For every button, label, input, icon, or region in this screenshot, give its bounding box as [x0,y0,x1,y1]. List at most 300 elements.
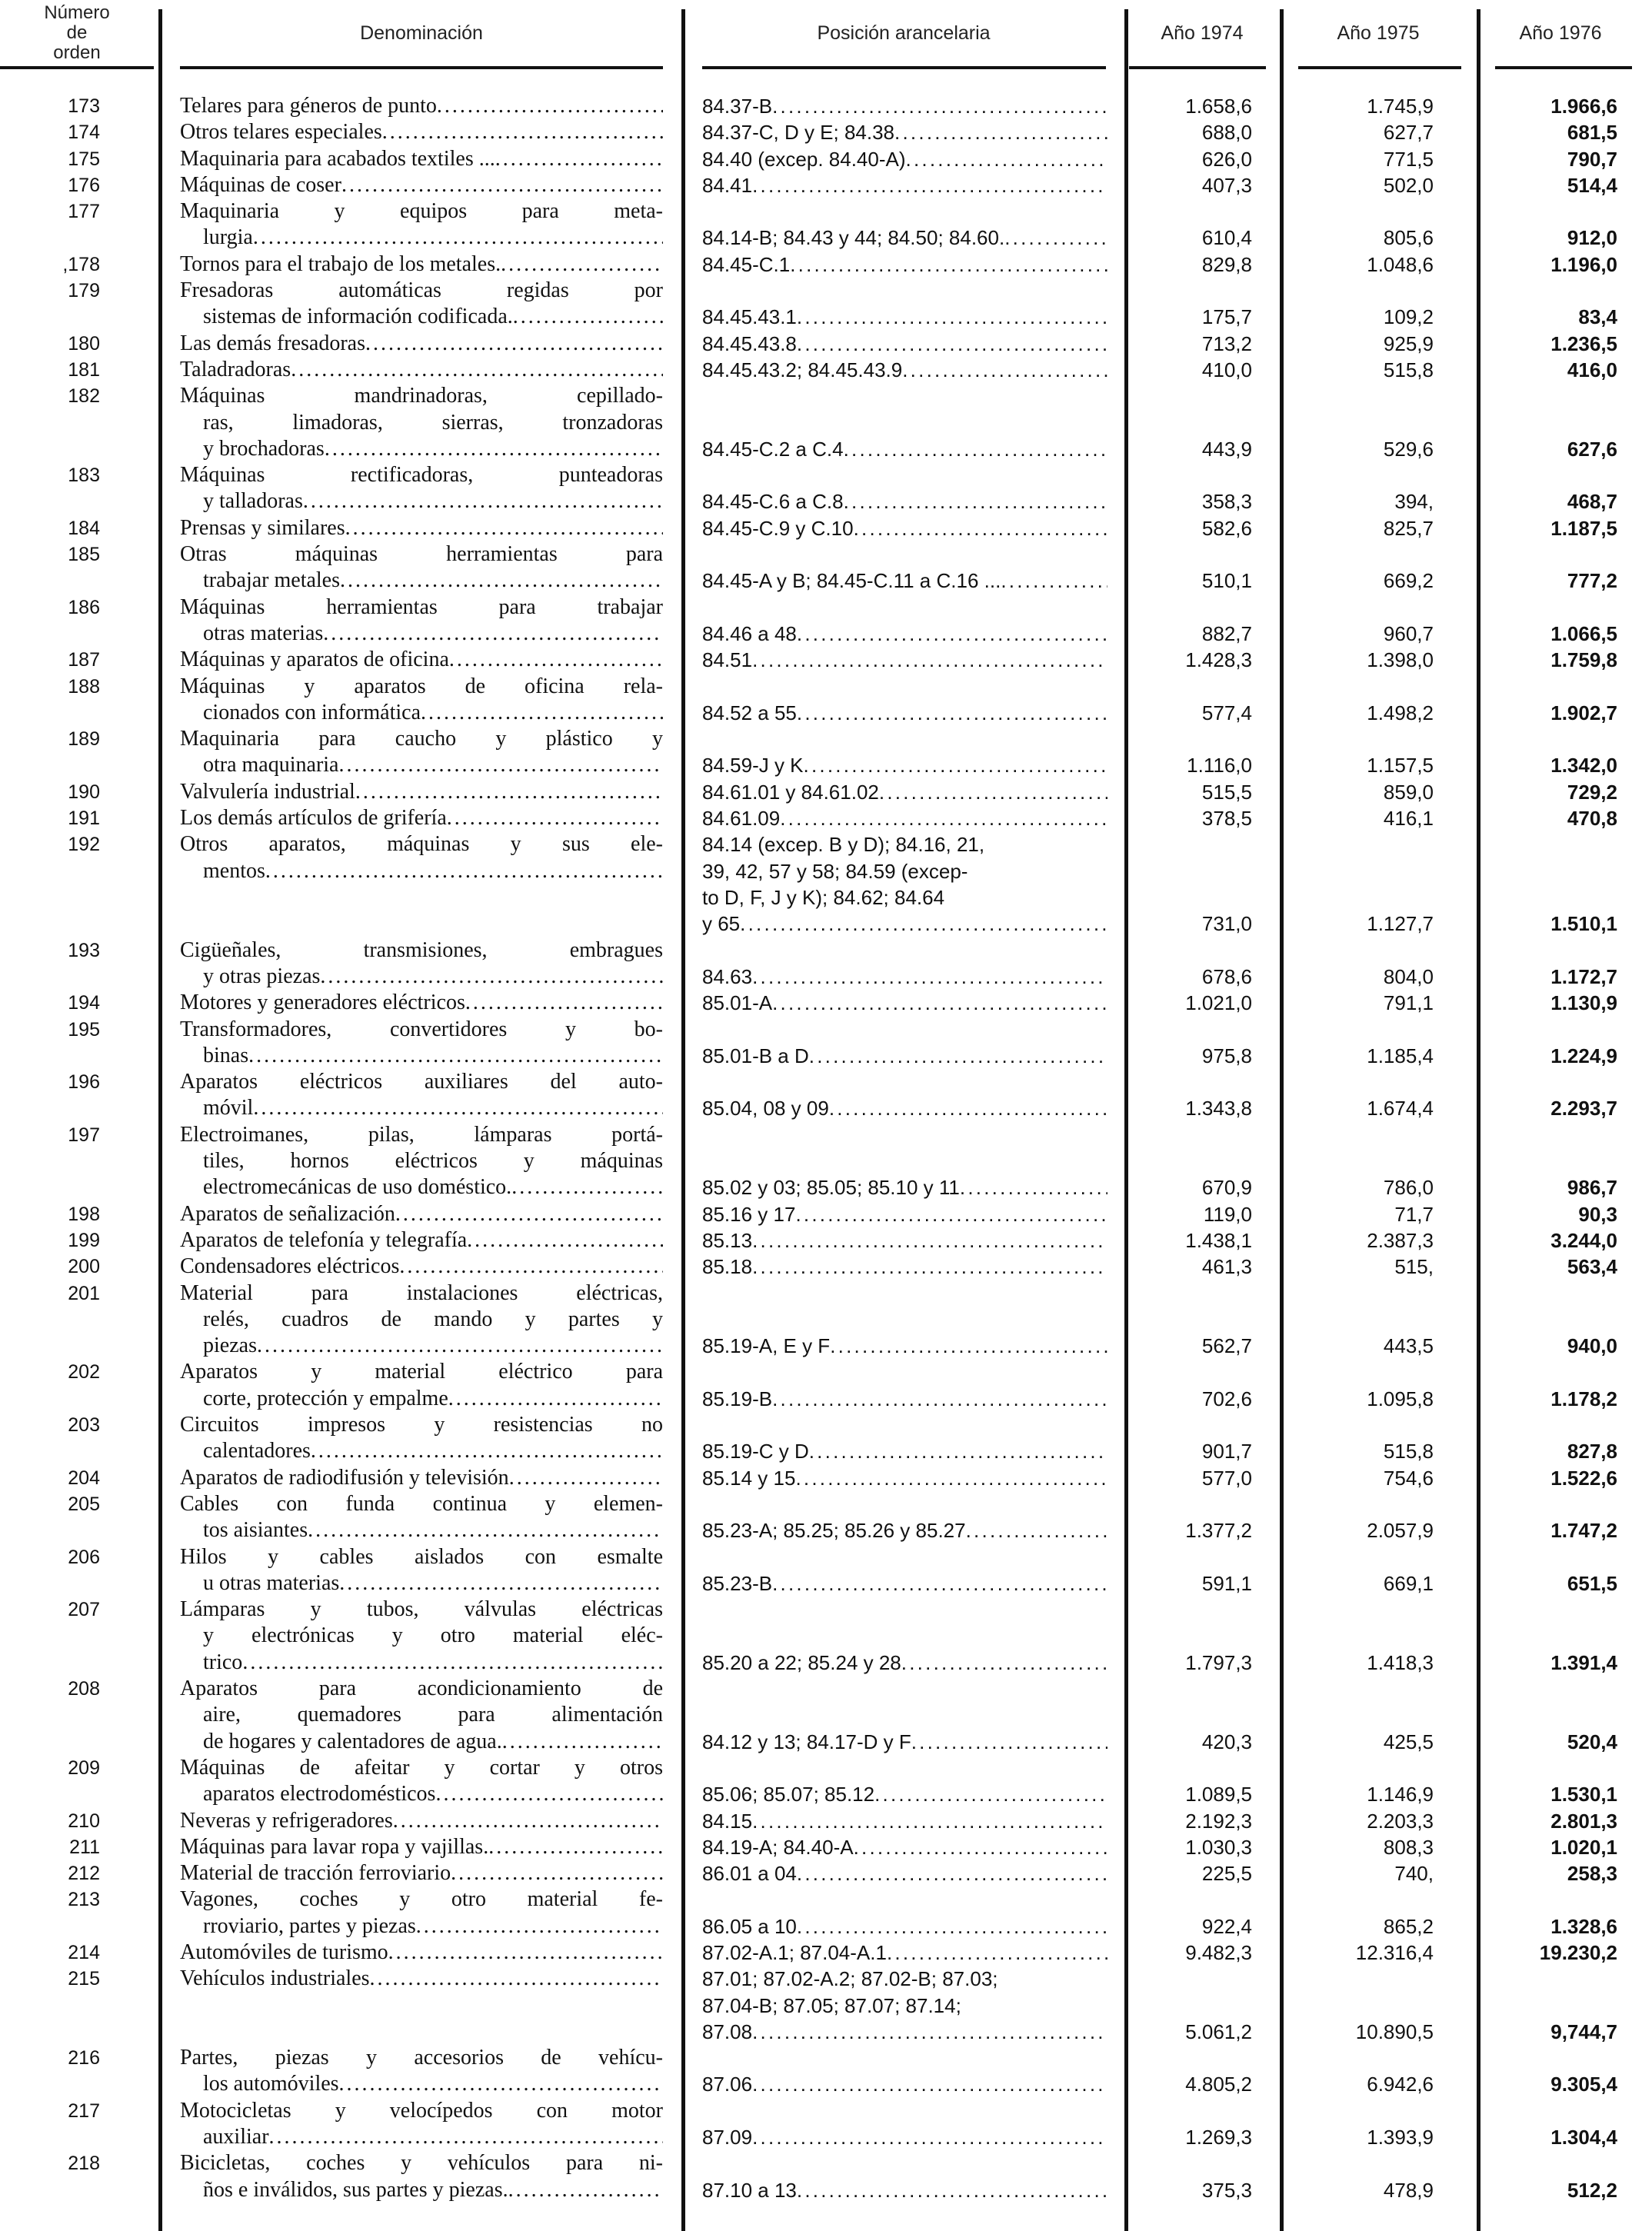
table-row [0,2150,1652,2203]
row-number: 201 [68,1282,100,1304]
denominacion-text: los automóviles [203,2072,339,2096]
denominacion-line [180,2124,663,2150]
value-1976: 651,5 [1567,1571,1617,1595]
row-posicion-arancelaria [702,2071,1107,2097]
denominacion-line [180,621,663,647]
denominacion-line [180,1254,663,1280]
dot-leader [311,1438,663,1464]
row-denominacion [180,541,663,594]
row-number: 185 [68,544,100,566]
row-posicion-arancelaria [702,779,1107,805]
denominacion-text: Aparatos de telefonía y telegrafía [180,1227,468,1252]
denominacion-line [180,1517,663,1543]
denominacion-line [180,1570,663,1597]
row-number: 183 [68,465,100,487]
denominacion-line: Electroimanes, pilas, lámparas portá- [180,1122,663,1147]
posicion-text: 85.19-C y D [702,1440,809,1463]
row-number: 203 [68,1414,100,1436]
denominacion-text: piezas [203,1334,257,1358]
dot-leader [830,1333,1107,1359]
table-row [0,1808,1652,1834]
row-posicion-arancelaria [702,1834,1107,1860]
row-posicion-arancelaria [702,1095,1107,1121]
value-1974: 510,1 [1201,569,1252,593]
row-denominacion [180,2150,663,2203]
row-denominacion [180,357,663,383]
value-1974: 713,2 [1201,331,1252,355]
denominacion-text: lurgia [203,225,253,250]
row-number: 195 [68,1018,100,1041]
dot-leader [780,805,1107,831]
row-posicion-arancelaria [702,1729,1107,1755]
value-1976: 1.902,7 [1550,701,1617,724]
dot-leader [752,2071,1107,2097]
posicion-text: 84.37-C, D y E; 84.38 [702,121,895,145]
value-1975: 960,7 [1383,621,1434,645]
posicion-line [702,1834,1107,1860]
denominacion-line [180,1438,663,1464]
table-row [0,462,1652,515]
denominacion-line [180,1781,663,1807]
row-denominacion [180,779,663,805]
value-1976: 912,0 [1567,226,1617,250]
denominacion-line [180,2177,663,2203]
posicion-text: 85.19-A, E y F [702,1334,831,1358]
denominacion-line: Cigüeñales, transmisiones, embragues [180,937,663,962]
row-denominacion [180,1017,663,1070]
posicion-text: 86.05 a 10 [702,1914,797,1938]
table-row [0,1676,1652,1755]
denominacion-text: de hogares y calentadores de agua. [203,1729,502,1753]
posicion-text: 84.40 (excep. 84.40-A) [702,147,906,171]
posicion-line [702,1860,1107,1886]
row-posicion-arancelaria [702,146,1107,172]
posicion-line [702,1043,1107,1069]
dot-leader [338,752,663,778]
denominacion-line [180,331,663,357]
value-1974: 5.061,2 [1185,2020,1252,2043]
posicion-line [702,1438,1107,1464]
denominacion-text: Vehículos industriales [180,1966,370,1991]
value-1975: 1.127,7 [1367,912,1434,936]
value-1975: 71,7 [1394,1202,1434,1226]
table-row [0,647,1652,673]
row-number: 212 [68,1863,100,1885]
row-number: 174 [68,122,100,144]
denominacion-text: mentos [203,858,265,883]
posicion-line [702,805,1107,831]
value-1976: 1.066,5 [1550,621,1617,645]
denominacion-line: tiles, hornos eléctricos y máquinas [203,1148,663,1173]
value-1976: 1.236,5 [1550,331,1617,355]
posicion-text: 84.59-J y K [702,754,804,778]
denominacion-line [180,964,663,990]
dot-leader [467,1227,663,1254]
value-1974: 882,7 [1201,621,1252,645]
row-posicion-arancelaria [702,1254,1107,1280]
posicion-text: 87.09 [702,2126,753,2149]
row-denominacion [180,1860,663,1886]
denominacion-line: Circuitos impresos y resistencias no [180,1413,663,1437]
value-1974: 591,1 [1201,1571,1252,1595]
posicion-text: 84.46 a 48 [702,621,797,645]
header-num-line3: orden [53,42,101,63]
posicion-line: 87.01; 87.02-A.2; 87.02-B; 87.03; [702,1967,998,1991]
table-row [0,674,1652,727]
row-posicion-arancelaria [702,1465,1107,1491]
row-number: 202 [68,1361,100,1384]
denominacion-line: Partes, piezas y accesorios de vehícu- [180,2046,663,2070]
value-1975: 1.745,9 [1367,95,1434,118]
value-1974: 375,3 [1201,2178,1252,2202]
dot-leader [253,1095,663,1121]
posicion-text: 85.20 a 22; 85.24 y 28 [702,1650,901,1674]
posicion-line [702,1386,1107,1412]
value-1975: 1.048,6 [1367,252,1434,276]
table-row [0,1755,1652,1808]
value-1975: 478,9 [1383,2178,1434,2202]
row-posicion-arancelaria [702,700,1107,726]
dot-leader [501,251,663,278]
denominacion-text: tos aisiantes [203,1518,308,1543]
dot-leader [874,1781,1107,1807]
value-1974: 1.269,3 [1185,2126,1252,2149]
row-denominacion [180,1597,663,1676]
row-posicion-arancelaria [702,304,1107,330]
denominacion-text: Máquinas para lavar ropa y vajillas. [180,1834,489,1859]
row-number: 196 [68,1071,100,1094]
dot-leader [752,647,1107,673]
value-1976: 2.801,3 [1550,1809,1617,1833]
posicion-text: 84.37-B [702,95,773,118]
posicion-line [702,146,1107,172]
dot-leader [447,805,663,831]
row-denominacion [180,1676,663,1755]
posicion-line: 39, 42, 57 y 58; 84.59 (excep- [702,859,968,883]
posicion-text: y 65 [702,912,741,936]
row-number: 176 [68,174,100,196]
value-1975: 805,6 [1383,226,1434,250]
value-1975: 2.203,3 [1367,1809,1434,1833]
value-1976: 627,6 [1567,437,1617,461]
denominacion-text: trico [203,1650,243,1674]
posicion-line [702,1201,1107,1227]
value-1975: 1.095,8 [1367,1387,1434,1410]
denominacion-line [180,1650,663,1676]
row-posicion-arancelaria [702,1043,1107,1069]
value-1974: 670,9 [1201,1176,1252,1200]
row-posicion-arancelaria [702,1860,1107,1886]
row-posicion-arancelaria [702,1201,1107,1227]
row-posicion-arancelaria [702,1227,1107,1254]
dot-leader [795,1201,1107,1227]
denominacion-line: Máquinas de afeitar y cortar y otros [180,1755,663,1780]
row-posicion-arancelaria [702,488,1107,514]
value-1975: 791,1 [1383,991,1434,1015]
value-1975: 1.418,3 [1367,1650,1434,1674]
denominacion-line [180,1729,663,1755]
denominacion-text: calentadores [203,1439,311,1463]
row-number: 210 [68,1810,100,1832]
row-number: 179 [68,280,100,302]
value-1974: 1.797,3 [1185,1650,1252,1674]
dot-leader [382,119,663,145]
denominacion-line [180,1043,663,1069]
value-1975: 669,1 [1383,1571,1434,1595]
denominacion-line [180,1174,663,1200]
dot-leader [752,1254,1107,1280]
row-number: 187 [68,649,100,671]
row-posicion-arancelaria [702,1650,1107,1676]
value-1974: 678,6 [1201,964,1252,988]
value-1975: 1.674,4 [1367,1097,1434,1120]
dot-leader [345,515,663,541]
denominacion-text: Los demás artículos de grifería [180,806,447,831]
table-row [0,515,1652,541]
value-1974: 582,6 [1201,516,1252,540]
posicion-text: 85.14 y 15 [702,1466,796,1490]
row-denominacion [180,1122,663,1201]
dot-leader [291,357,663,383]
value-1974: 626,0 [1201,147,1252,171]
dot-leader [393,1808,663,1834]
value-1976: 1.178,2 [1550,1387,1617,1410]
value-1976: 2.293,7 [1550,1097,1617,1120]
denominacion-line [180,568,663,594]
row-number: 198 [68,1203,100,1225]
posicion-line [702,357,1107,383]
value-1974: 702,6 [1201,1387,1252,1410]
value-1975: 754,6 [1383,1466,1434,1490]
table-row [0,146,1652,172]
value-1974: 420,3 [1201,1730,1252,1753]
posicion-line [702,488,1107,514]
value-1974: 461,3 [1201,1255,1252,1279]
posicion-line [702,964,1107,990]
value-1975: 2.057,9 [1367,1519,1434,1543]
row-denominacion [180,674,663,727]
row-denominacion [180,1834,663,1860]
denominacion-line [180,1913,663,1940]
dot-leader [513,304,663,330]
row-posicion-arancelaria [702,1438,1107,1464]
posicion-text: 84.19-A; 84.40-A [702,1835,854,1859]
posicion-line [702,647,1107,673]
row-posicion-arancelaria [702,1913,1107,1940]
row-denominacion [180,515,663,541]
denominacion-line: y electrónicas y otro material eléc- [203,1623,663,1648]
dot-leader [495,146,663,172]
dot-leader [508,2177,663,2203]
posicion-line [702,621,1107,647]
row-posicion-arancelaria [702,1940,1107,1966]
posicion-line [702,1913,1107,1940]
row-number: 207 [68,1599,100,1621]
value-1976: 1.759,8 [1550,648,1617,672]
dot-leader [339,1570,663,1597]
posicion-line [702,568,1107,594]
row-denominacion [180,331,663,357]
row-number: 173 [68,95,100,117]
table-row [0,937,1652,991]
posicion-text: 84.45-C.9 y C.10 [702,516,854,540]
posicion-line: 87.04-B; 87.05; 87.07; 87.14; [702,1993,961,2017]
posicion-text: 87.10 a 13 [702,2178,797,2202]
value-1975: 865,2 [1383,1914,1434,1938]
row-denominacion [180,1886,663,1940]
value-1974: 1.343,8 [1185,1097,1252,1120]
posicion-line [702,1808,1107,1834]
denominacion-text: Aparatos de señalización [180,1201,395,1226]
posicion-line [702,1781,1107,1807]
value-1976: 258,3 [1567,1862,1617,1886]
denominacion-line: Maquinaria y equipos para meta- [180,199,663,224]
row-denominacion [180,1069,663,1122]
dot-leader [399,1254,663,1280]
denominacion-line [180,1940,663,1966]
dot-leader [395,1201,663,1227]
table-row [0,1544,1652,1597]
row-denominacion [180,1201,663,1227]
posicion-text: 85.13 [702,1228,753,1252]
row-number: 217 [68,2099,100,2122]
denominacion-text: Las demás fresadoras [180,331,366,355]
value-1975: 669,2 [1383,569,1434,593]
posicion-text: 85.01-B a D [702,1044,809,1067]
denominacion-text: rroviario, partes y piezas [203,1913,416,1938]
denominacion-text: Taladradoras [180,358,291,381]
denominacion-line [180,1227,663,1254]
denominacion-text: ños e inválidos, sus partes y piezas. [203,2177,508,2202]
posicion-text: 85.04, 08 y 09 [702,1097,829,1120]
row-posicion-arancelaria [702,251,1107,278]
dot-leader [966,1517,1107,1543]
value-1976: 83,4 [1578,305,1617,329]
row-denominacion [180,1465,663,1491]
posicion-text: 85.23-A; 85.25; 85.26 y 85.27 [702,1519,966,1543]
denominacion-line [180,1808,663,1834]
denominacion-line: Máquinas herramientas para trabajar [180,594,663,619]
denominacion-line [180,146,663,172]
value-1976: 512,2 [1567,2178,1617,2202]
header-rule-1976 [1495,66,1632,69]
value-1974: 688,0 [1201,121,1252,145]
table-row [0,1940,1652,1966]
posicion-line [702,700,1107,726]
denominacion-text: binas [203,1043,249,1067]
table-row [0,2045,1652,2098]
value-1974: 175,7 [1201,305,1252,329]
value-1974: 1.658,6 [1185,95,1252,118]
denominacion-line [180,1966,663,1992]
denominacion-line: Fresadoras automáticas regidas por [180,278,663,303]
row-denominacion [180,1491,663,1544]
dot-leader [854,1834,1107,1860]
row-posicion-arancelaria [702,119,1107,145]
dot-leader [901,1650,1107,1676]
value-1974: 9.482,3 [1185,1941,1252,1964]
value-1975: 109,2 [1383,305,1434,329]
dot-leader [772,990,1107,1016]
posicion-text: 84.41 [702,173,753,197]
denominacion-text: Aparatos de radiodifusión y televisión [180,1465,509,1490]
denominacion-line [180,304,663,330]
denominacion-line [180,357,663,383]
row-number: 205 [68,1493,100,1515]
row-number: 182 [68,385,100,408]
denominacion-line: Aparatos y material eléctrico para [180,1360,663,1384]
value-1974: 1.438,1 [1185,1228,1252,1252]
table-row [0,1966,1652,2045]
posicion-line [702,1254,1107,1280]
value-1974: 407,3 [1201,173,1252,197]
table-row [0,1465,1652,1491]
value-1974: 1.089,5 [1185,1783,1252,1806]
row-posicion-arancelaria [702,964,1107,990]
value-1976: 416,0 [1567,358,1617,381]
denominacion-line: Aparatos eléctricos auxiliares del auto- [180,1070,663,1094]
denominacion-line [180,1095,663,1121]
denominacion-line [180,93,663,119]
row-number: 213 [68,1889,100,1911]
posicion-text: 84.63 [702,964,753,988]
dot-leader [242,1650,663,1676]
dot-leader [790,251,1107,278]
table-row [0,1201,1652,1227]
row-posicion-arancelaria [702,2124,1107,2150]
dot-leader [752,1808,1107,1834]
dot-leader [339,2071,663,2097]
dot-leader [448,1386,663,1412]
posicion-text: 84.14-B; 84.43 y 44; 84.50; 84.60. [702,226,1005,250]
dot-leader [752,2019,1107,2045]
denominacion-line [180,805,663,831]
denominacion-line: Máquinas y aparatos de oficina rela- [180,674,663,698]
denominacion-text: Prensas y similares [180,515,345,540]
denominacion-line [180,436,663,462]
value-1974: 443,9 [1201,437,1252,461]
posicion-text: 84.12 y 13; 84.17-D y F [702,1730,911,1753]
header-rule-1975 [1298,66,1461,69]
value-1976: 1.328,6 [1550,1914,1617,1938]
row-denominacion [180,2045,663,2098]
dot-leader [797,621,1107,647]
posicion-text: 85.23-B [702,1571,773,1595]
value-1974: 1.021,0 [1185,991,1252,1015]
value-1975: 2.387,3 [1367,1228,1434,1252]
dot-leader [844,436,1107,462]
posicion-line [702,172,1107,198]
row-posicion-arancelaria [702,2177,1107,2203]
denominacion-line [180,119,663,145]
denominacion-line [180,1386,663,1412]
table-row [0,541,1652,594]
row-posicion-arancelaria [702,1174,1107,1200]
value-1976: 1.224,9 [1550,1044,1617,1067]
row-posicion-arancelaria [702,1781,1107,1807]
value-1975: 740, [1394,1862,1434,1886]
dot-leader [1004,225,1107,251]
denominacion-line [180,752,663,778]
dot-leader [308,1517,663,1543]
value-1976: 1.020,1 [1550,1835,1617,1859]
table-row [0,726,1652,779]
row-denominacion [180,1254,663,1280]
dot-leader [323,621,663,647]
value-1974: 562,7 [1201,1334,1252,1358]
value-1976: 940,0 [1567,1334,1617,1358]
denominacion-line: Motocicletas y velocípedos con motor [180,2098,663,2123]
